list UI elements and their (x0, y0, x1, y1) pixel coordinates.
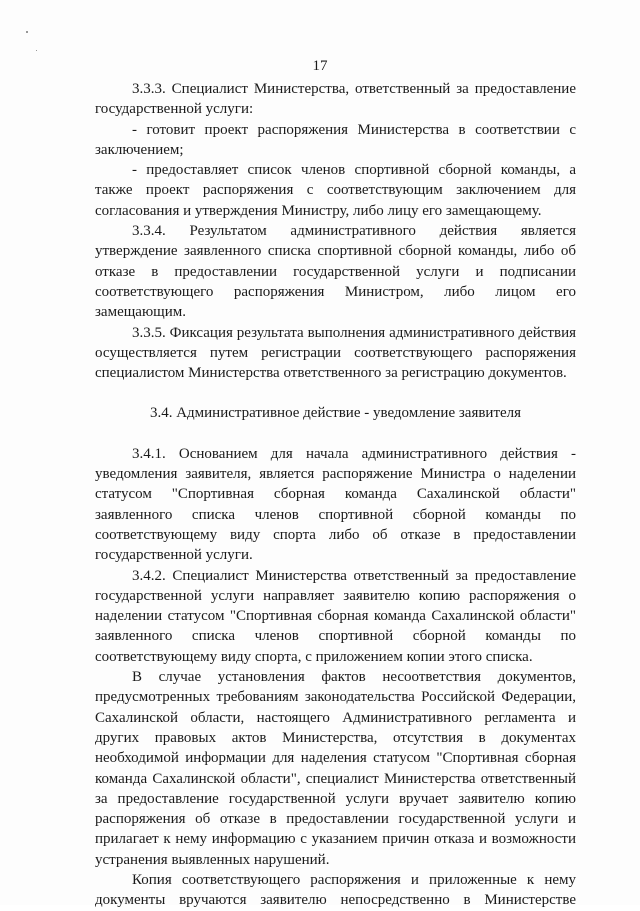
paragraph-p-3-4-1: 3.4.1. Основанием для начала административного действия - уведомления заявителя, является распоряжение Министра о наделении статусом "Спортивная сборная команда Сахалинской области" заявленного списка членов спортивной сборной команды по соответствующему виду спорта либо об отказе в предоставлении государственной услуги. (95, 445, 576, 564)
paragraph-p-3-3-3-b: - предоставляет список членов спортивной сборной команды, а также проект распоряжения с соответствующим заключением для согласования и утверждения Министру, либо лицу его замещающему. (95, 162, 576, 219)
scan-speck (26, 31, 28, 33)
paragraph-p-3-3-3-a: - готовит проект распоряжения Министерства в соответствии с заключением; (95, 121, 576, 158)
paragraph-p-3-4-2: 3.4.2. Специалист Министерства ответственный за предоставление государственной услуги направляет заявителю копию распоряжения о наделении статусом "Спортивная сборная команда Сахалинской области" заявленного списка членов спортивной сборной команды по соответствующему виду спорта, с приложением копии этого списка. (95, 567, 576, 665)
paragraph-p-copy: Копия соответствующего распоряжения и приложенные к нему документы вручаются заявителю непосредственно в Министерстве (95, 871, 576, 909)
document-body (95, 79, 576, 911)
paragraph-p-3-3-5: 3.3.5. Фиксация результата выполнения административного действия осуществляется путем регистрации соответствующего распоряжения специалистом Министерства ответственного за регистрацию документов. (95, 324, 576, 382)
section-heading: 3.4. Административное действие - уведомление заявителя (149, 405, 522, 422)
scan-speck (36, 50, 37, 51)
page-number: 17 (312, 58, 328, 74)
paragraph-p-3-3-4: 3.3.4. Результатом административного действия является утверждение заявленного списка спортивной сборной команды, либо об отказе в предоставлении государственной услуги и подписании соответствующего распоряжения Министром, либо лицом его замещающим. (95, 223, 576, 321)
paragraph-p-3-3-3: 3.3.3. Специалист Министерства, ответственный за предоставление государственной услуги: (95, 81, 576, 118)
paragraph-p-case: В случае установления фактов несоответствия документов, предусмотренных требованиям законодательства Российской Федерации, Сахалинской области, настоящего Административного регламента и других правовых актов Министерства, отсутствия в документах необходимой информации для наделения статусом "Спортивная сборная команда Сахалинской области", специалист Министерства ответственный за предоставление государственной услуги вручает заявителю копию распоряжения об отказе в предоставлении государственной услуги и прилагает к нему информацию с указанием причин отказа и возможности устранения выявленных нарушений. (95, 669, 576, 868)
